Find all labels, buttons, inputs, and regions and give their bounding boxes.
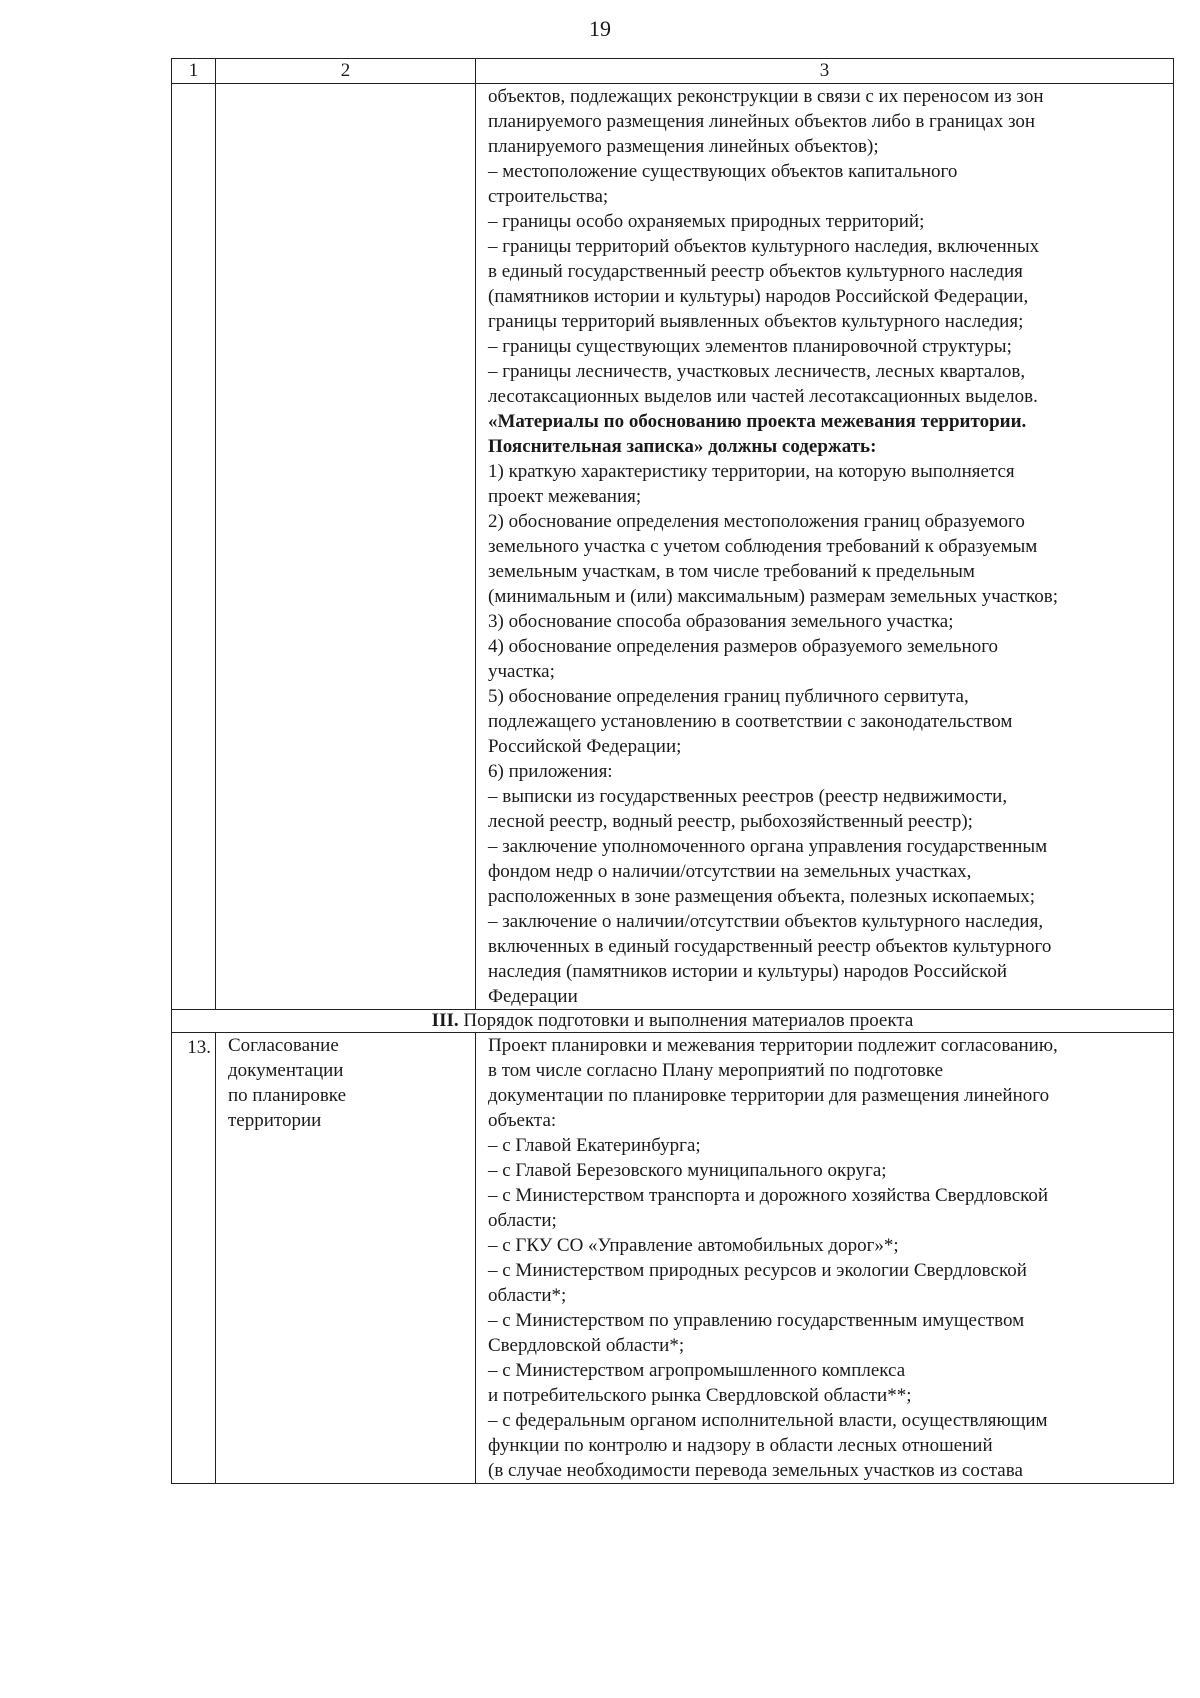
row-content-cell	[476, 84, 1174, 1010]
text-line: – границы лесничеств, участковых лесничеств, лесных кварталов,	[488, 361, 1026, 382]
section-title: Порядок подготовки и выполнения материалов проекта	[458, 1010, 914, 1031]
label-line: территории	[228, 1110, 322, 1131]
text-line: – заключение о наличии/отсутствии объектов культурного наследия,	[488, 911, 1044, 932]
text-line: земельным участкам, в том числе требований к предельным	[488, 561, 975, 582]
text-line: – границы существующих элементов планировочной структуры;	[488, 336, 1012, 357]
text-line: – с федеральным органом исполнительной власти, осуществляющим	[488, 1410, 1048, 1431]
section-numeral: III.	[431, 1010, 459, 1031]
requirements-table	[171, 58, 1174, 1484]
text-line: области;	[488, 1210, 557, 1231]
row-13-number: 13.	[172, 1033, 216, 1484]
table-row-continuation	[172, 84, 1174, 1010]
materials-list	[488, 459, 1165, 1009]
table-header-row	[172, 59, 1174, 84]
text-line: 5) обоснование определения границ публичного сервитута,	[488, 686, 969, 707]
row-13-content	[476, 1033, 1174, 1484]
text-line: – с Главой Екатеринбурга;	[488, 1135, 701, 1156]
bold-text-line: «Материалы по обоснованию проекта межевания территории.	[488, 411, 1027, 432]
text-line: Проект планировки и межевания территории подлежит согласованию,	[488, 1035, 1058, 1056]
text-line: планируемого размещения линейных объектов либо в границах зон	[488, 111, 1036, 132]
row-number-cell	[172, 84, 216, 1010]
text-line: объекта:	[488, 1110, 557, 1131]
text-line: – с Главой Березовского муниципального округа;	[488, 1160, 887, 1181]
text-line: документации по планировке территории для размещения линейного	[488, 1085, 1050, 1106]
text-line: – местоположение существующих объектов капитального	[488, 161, 958, 182]
text-line: – с Министерством транспорта и дорожного хозяйства Свердловской	[488, 1185, 1049, 1206]
text-line: лесной реестр, водный реестр, рыбохозяйственный реестр);	[488, 811, 973, 832]
page-number: 19	[589, 16, 611, 41]
text-line: – с Министерством по управлению государственным имуществом	[488, 1310, 1025, 1331]
text-line: Свердловской области*;	[488, 1335, 685, 1356]
text-line: – с Министерством агропромышленного комплекса	[488, 1360, 906, 1381]
text-line: 6) приложения:	[488, 761, 613, 782]
label-line: Согласование	[228, 1035, 339, 1056]
text-line: объектов, подлежащих реконструкции в связи с их переносом из зон	[488, 86, 1044, 107]
section-heading	[172, 1010, 1174, 1033]
label-line: документации	[228, 1060, 344, 1081]
header-col-3: 3	[476, 59, 1174, 84]
text-line: расположенных в зоне размещения объекта, полезных ископаемых;	[488, 886, 1036, 907]
text-line: планируемого размещения линейных объектов);	[488, 136, 879, 157]
text-line: (памятников истории и культуры) народов Российской Федерации,	[488, 286, 1029, 307]
text-line: наследия (памятников истории и культуры) народов Российской	[488, 961, 1008, 982]
text-line: области*;	[488, 1285, 567, 1306]
bold-text-line: Пояснительная записка» должны содержать:	[488, 436, 877, 457]
continuation-text	[488, 84, 1165, 409]
materials-heading	[488, 409, 1165, 459]
text-line: Федерации	[488, 986, 578, 1007]
text-line: 1) краткую характеристику территории, на которую выполняется	[488, 461, 1015, 482]
text-line: 2) обоснование определения местоположения границ образуемого	[488, 511, 1025, 532]
text-line: – с ГКУ СО «Управление автомобильных дорог»*;	[488, 1235, 899, 1256]
section-heading-row	[172, 1010, 1174, 1033]
text-line: проект межевания;	[488, 486, 642, 507]
text-line: фондом недр о наличии/отсутствии на земельных участках,	[488, 861, 972, 882]
text-line: – границы особо охраняемых природных территорий;	[488, 211, 925, 232]
text-line: подлежащего установлению в соответствии с законодательством	[488, 711, 1013, 732]
text-line: – заключение уполномоченного органа управления государственным	[488, 836, 1048, 857]
text-line: 4) обоснование определения размеров образуемого земельного	[488, 636, 999, 657]
text-line: земельного участка с учетом соблюдения требований к образуемым	[488, 536, 1038, 557]
text-line: (минимальным и (или) максимальным) размерам земельных участков;	[488, 586, 1058, 607]
text-line: Российской Федерации;	[488, 736, 682, 757]
text-line: лесотаксационных выделов или частей лесотаксационных выделов.	[488, 386, 1038, 407]
label-line: по планировке	[228, 1085, 346, 1106]
text-line: 3) обоснование способа образования земельного участка;	[488, 611, 954, 632]
text-line: – с Министерством природных ресурсов и экологии Свердловской	[488, 1260, 1027, 1281]
text-line: (в случае необходимости перевода земельных участков из состава	[488, 1460, 1023, 1481]
row-13-label	[216, 1033, 476, 1484]
text-line: строительства;	[488, 186, 609, 207]
table-row-13	[172, 1033, 1174, 1484]
text-line: в том числе согласно Плану мероприятий по подготовке	[488, 1060, 943, 1081]
text-line: в единый государственный реестр объектов культурного наследия	[488, 261, 1023, 282]
text-line: и потребительского рынка Свердловской области**;	[488, 1385, 912, 1406]
header-col-1: 1	[172, 59, 216, 84]
text-line: – границы территорий объектов культурного наследия, включенных	[488, 236, 1040, 257]
text-line: включенных в единый государственный реестр объектов культурного	[488, 936, 1052, 957]
text-line: функции по контролю и надзору в области лесных отношений	[488, 1435, 993, 1456]
text-line: – выписки из государственных реестров (реестр недвижимости,	[488, 786, 1008, 807]
text-line: границы территорий выявленных объектов культурного наследия;	[488, 311, 1024, 332]
header-col-2: 2	[216, 59, 476, 84]
row-label-cell	[216, 84, 476, 1010]
text-line: участка;	[488, 661, 555, 682]
